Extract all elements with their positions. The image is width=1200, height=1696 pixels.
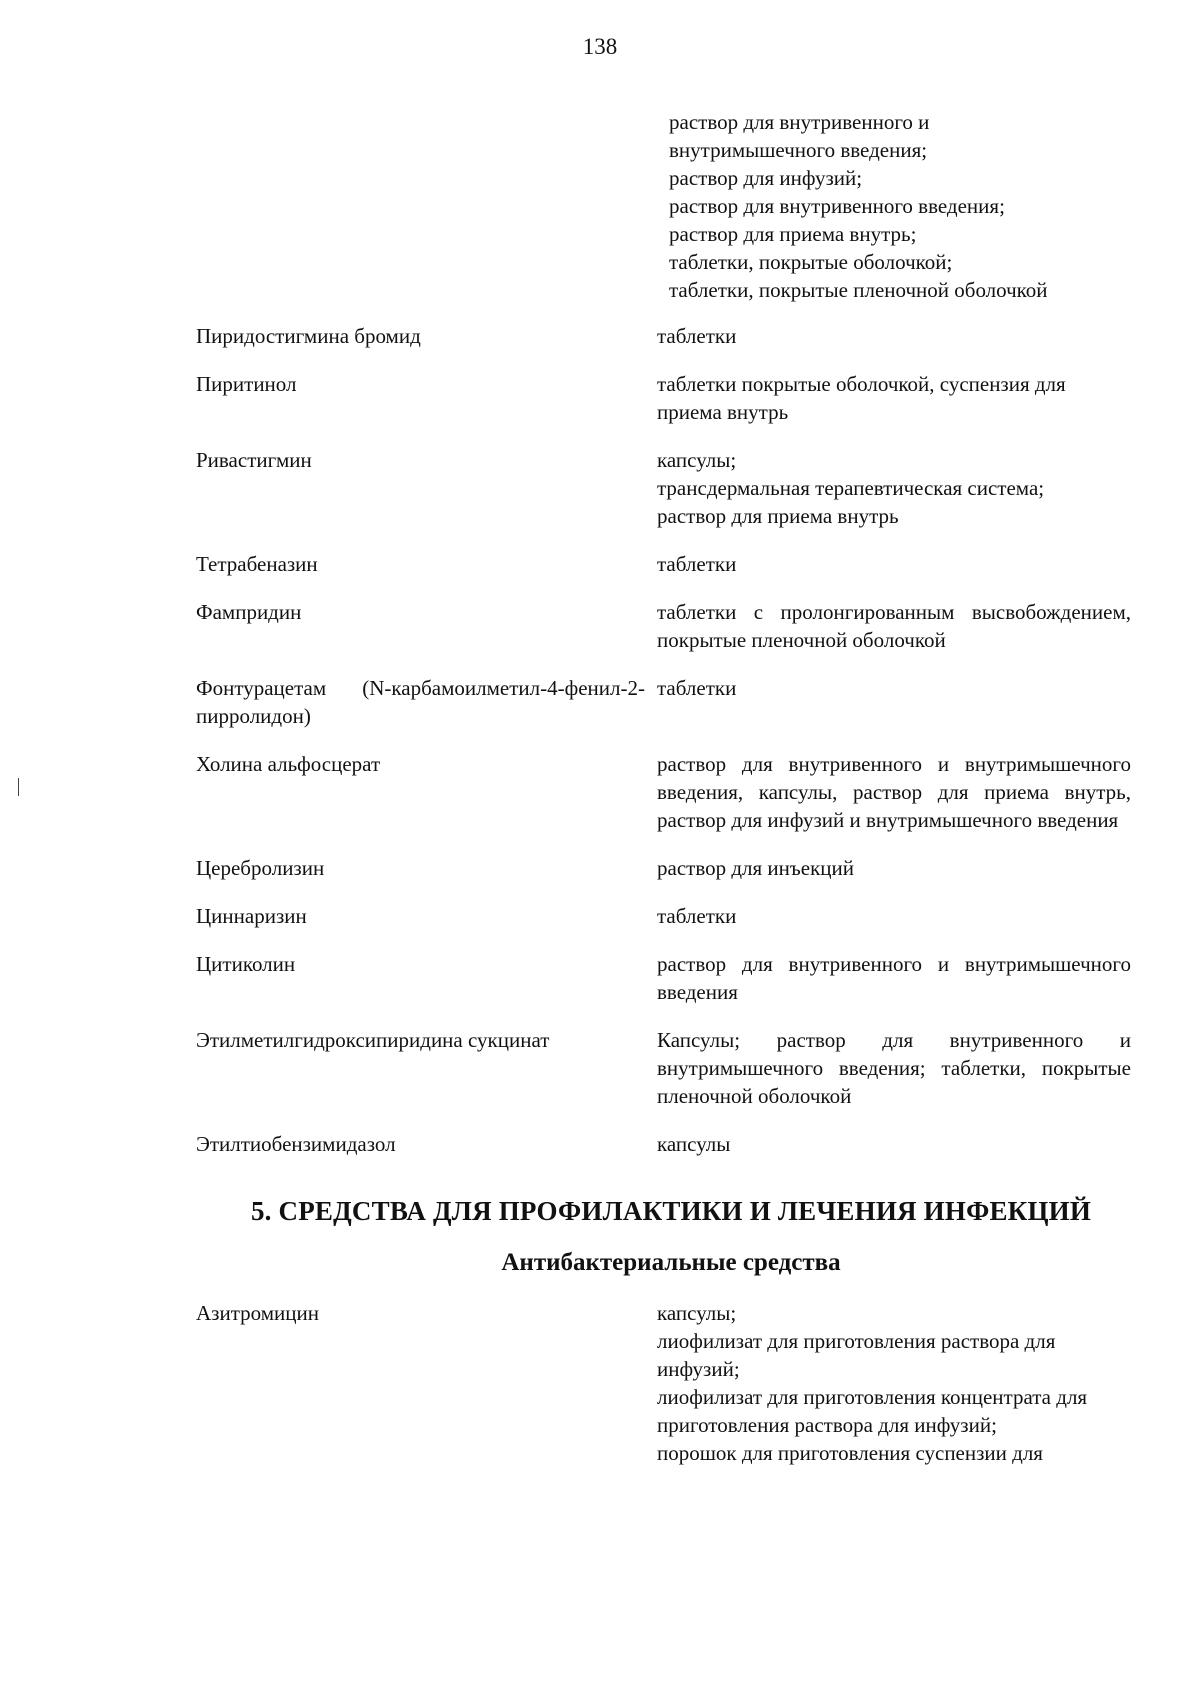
drug-row	[196, 1299, 1146, 1467]
drug-row	[196, 446, 1146, 530]
form-line: лиофилизат для приготовления раствора для инфузий;	[657, 1329, 1056, 1381]
drug-forms	[657, 1130, 1131, 1158]
page-number: 138	[582, 34, 618, 59]
drug-row	[196, 1026, 1146, 1110]
margin-mark	[18, 778, 19, 796]
drug-row	[196, 598, 1146, 654]
drug-forms	[657, 902, 1131, 930]
form-line: таблетки	[657, 904, 737, 928]
form-line: капсулы;	[657, 448, 737, 472]
drug-name: Тетрабеназин	[196, 552, 318, 576]
form-line: таблетки	[657, 676, 737, 700]
drug-name: Этилтиобензимидазол	[196, 1132, 396, 1156]
drug-forms	[657, 322, 1131, 350]
drug-row	[196, 750, 1146, 834]
drug-row	[196, 322, 1146, 350]
drug-forms	[657, 950, 1131, 1006]
drug-name: Этилметилгидроксипиридина сукцинат	[196, 1028, 550, 1052]
form-line: раствор для инъекций	[657, 856, 854, 880]
form-line: таблетки покрытые оболочкой, суспензия для приема внутрь	[657, 372, 1066, 424]
drug-name: Азитромицин	[196, 1301, 319, 1325]
drug-forms	[657, 598, 1131, 654]
form-line: трансдермальная терапевтическая система;	[657, 476, 1045, 500]
form-line: таблетки, покрытые оболочкой;	[669, 250, 953, 274]
form-line: внутримышечного введения;	[669, 138, 928, 162]
form-line: лиофилизат для приготовления концентрата для приготовления раствора для инфузий;	[657, 1385, 1088, 1437]
form-line: раствор для внутривенного и	[669, 110, 930, 134]
drug-name: Фампридин	[196, 600, 302, 624]
drug-forms	[657, 370, 1131, 426]
drug-forms	[657, 854, 1131, 882]
drug-row	[196, 950, 1146, 1006]
form-line: раствор для приема внутрь	[657, 504, 899, 528]
subsection-title: Антибактериальные средства	[501, 1249, 841, 1276]
drug-row	[196, 550, 1146, 578]
section-title: 5. СРЕДСТВА ДЛЯ ПРОФИЛАКТИКИ И ЛЕЧЕНИЯ ИНФЕКЦИЙ	[250, 1196, 1092, 1226]
drug-list	[196, 322, 1146, 1487]
form-line: раствор для внутривенного и внутримышечного введения	[657, 952, 1131, 1004]
form-line: таблетки	[657, 552, 737, 576]
drug-row	[196, 902, 1146, 930]
form-line: раствор для внутривенного введения;	[669, 194, 1005, 218]
drug-forms	[657, 750, 1131, 834]
continued-forms	[669, 108, 1149, 304]
drug-name: Пиритинол	[196, 372, 297, 396]
drug-forms	[657, 550, 1131, 578]
form-line: таблетки	[657, 324, 737, 348]
form-line: капсулы	[657, 1132, 731, 1156]
drug-forms	[657, 1299, 1131, 1467]
drug-name: Циннаризин	[196, 904, 307, 928]
form-line: Капсулы; раствор для внутривенного и внутримышечного введения; таблетки, покрытые пленочной оболочкой	[657, 1028, 1131, 1108]
drug-row	[196, 674, 1146, 730]
drug-forms	[657, 1026, 1131, 1110]
form-line: таблетки, покрытые пленочной оболочкой	[669, 278, 1048, 302]
drug-row	[196, 1130, 1146, 1158]
form-line: таблетки с пролонгированным высвобождением, покрытые пленочной оболочкой	[657, 600, 1131, 652]
drug-row	[196, 370, 1146, 426]
form-line: капсулы;	[657, 1301, 737, 1325]
drug-name: Фонтурацетам (N-карбамоилметил-4-фенил-2-пирролидон)	[196, 676, 645, 728]
form-line: раствор для инфузий;	[669, 166, 863, 190]
form-line: раствор для внутривенного и внутримышечного введения, капсулы, раствор для приема внутрь, раствор для инфузий и внутримышечного введения	[657, 752, 1131, 832]
drug-name: Пиридостигмина бромид	[196, 324, 421, 348]
drug-name: Цитиколин	[196, 952, 296, 976]
drug-forms	[657, 674, 1131, 730]
drug-forms	[657, 446, 1131, 530]
form-line: раствор для приема внутрь;	[669, 222, 917, 246]
drug-name: Ривастигмин	[196, 448, 312, 472]
drug-row	[196, 854, 1146, 882]
drug-name: Церебролизин	[196, 856, 325, 880]
form-line: порошок для приготовления суспензии для	[657, 1441, 1043, 1465]
drug-name: Холина альфосцерат	[196, 752, 381, 776]
